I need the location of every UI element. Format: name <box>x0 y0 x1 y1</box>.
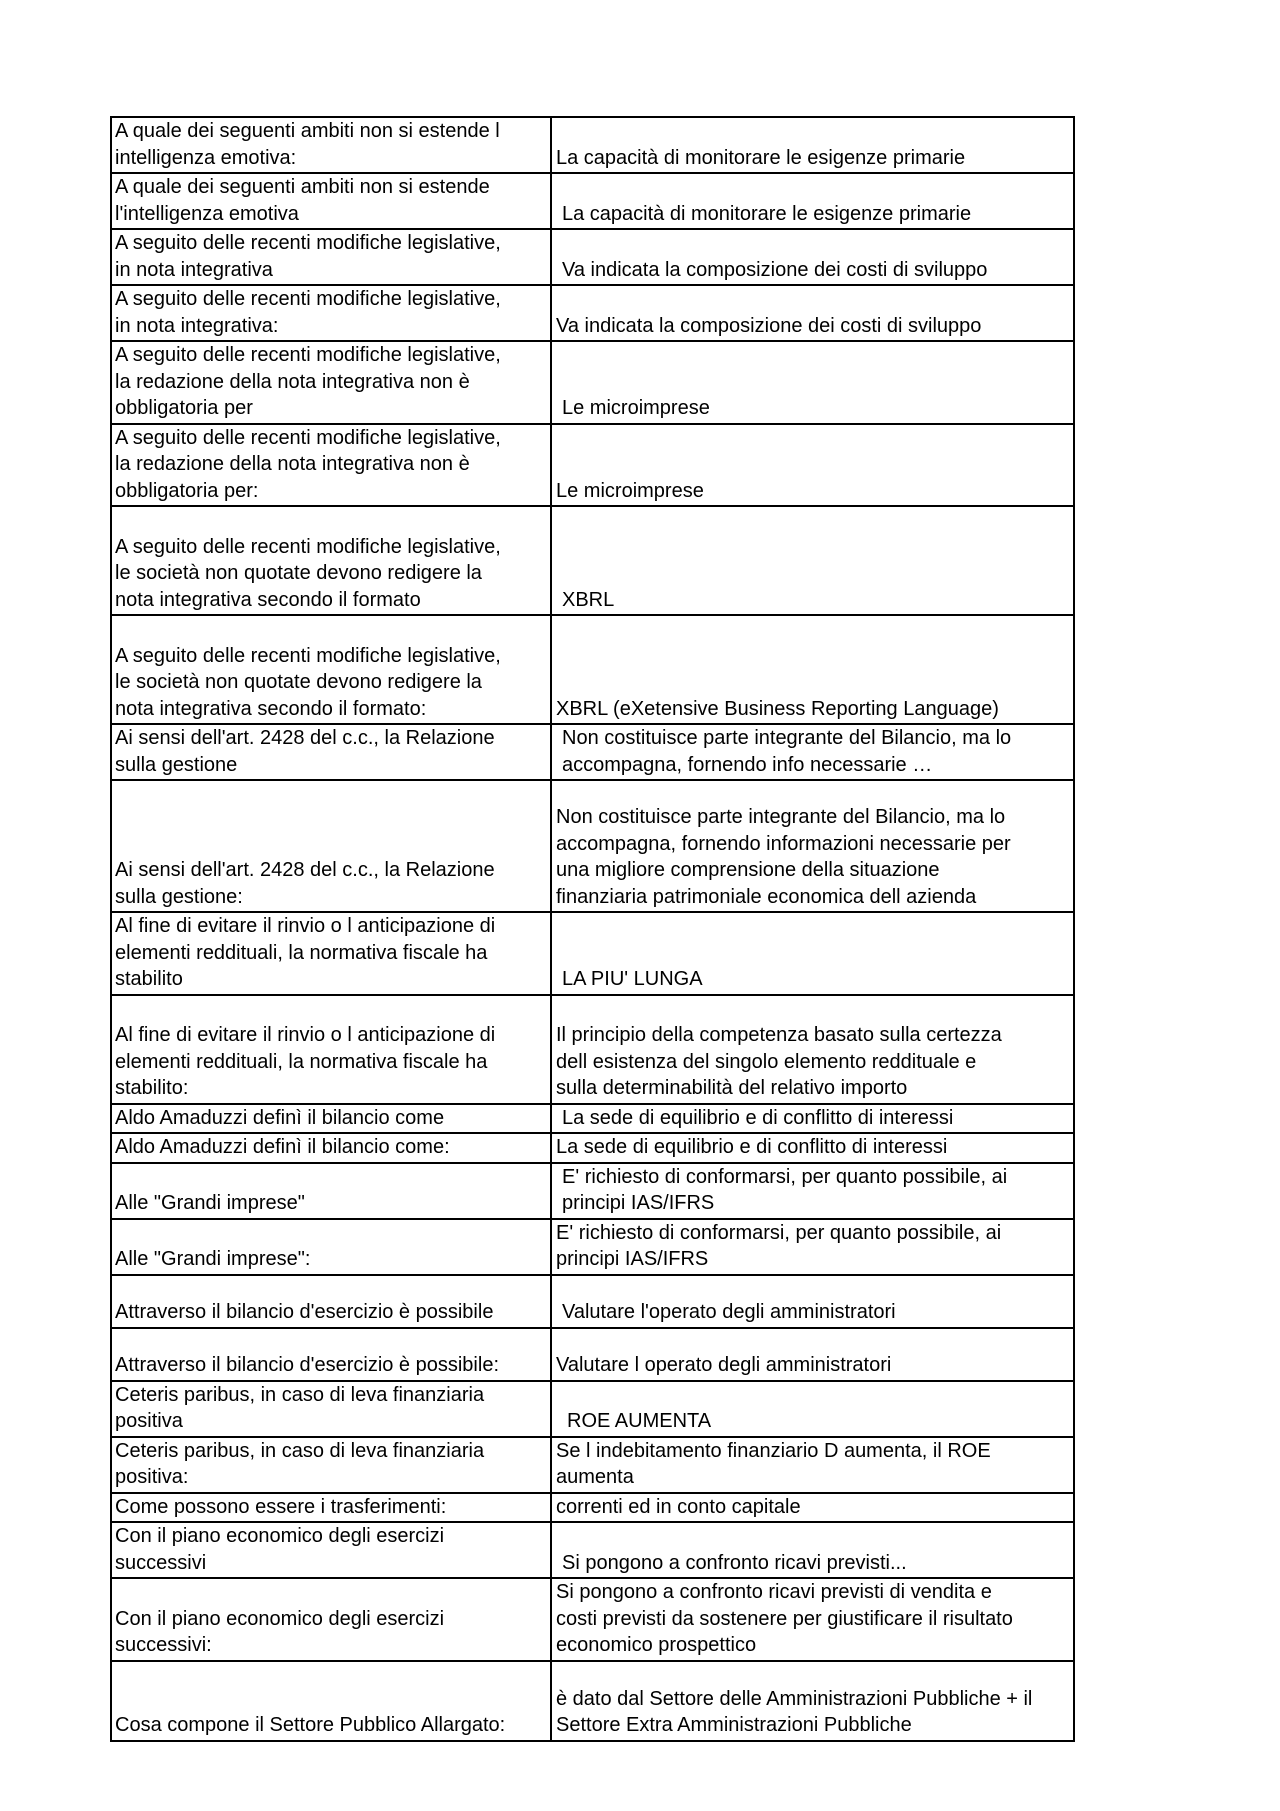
question-cell: Ai sensi dell'art. 2428 del c.c., la Relazione sulla gestione: <box>111 780 551 912</box>
answer-cell: è dato dal Settore delle Amministrazioni Pubbliche + il Settore Extra Amministrazioni Pubbliche <box>551 1661 1074 1741</box>
answer-cell: Valutare l'operato degli amministratori <box>551 1275 1074 1328</box>
answer-cell: Non costituisce parte integrante del Bilancio, ma lo accompagna, fornendo informazioni necessarie per una migliore comprensione della situazione finanziaria patrimoniale economica dell azienda <box>551 780 1074 912</box>
table-row <box>111 1578 1074 1661</box>
question-cell: A quale dei seguenti ambiti non si estende l'intelligenza emotiva <box>111 173 551 229</box>
answer-cell: ROE AUMENTA <box>551 1381 1074 1437</box>
answer-cell: Valutare l operato degli amministratori <box>551 1328 1074 1381</box>
question-cell: Attraverso il bilancio d'esercizio è possibile: <box>111 1328 551 1381</box>
question-cell: Al fine di evitare il rinvio o l anticipazione di elementi reddituali, la normativa fiscale ha stabilito <box>111 912 551 995</box>
table-row <box>111 506 1074 615</box>
table-row <box>111 1163 1074 1219</box>
question-cell: Ai sensi dell'art. 2428 del c.c., la Relazione sulla gestione <box>111 724 551 780</box>
question-cell: Aldo Amaduzzi definì il bilancio come: <box>111 1133 551 1163</box>
question-cell: A seguito delle recenti modifiche legislative, la redazione della nota integrativa non è obbligatoria per <box>111 341 551 424</box>
table-row <box>111 615 1074 724</box>
question-cell: Alle "Grandi imprese" <box>111 1163 551 1219</box>
answer-cell: Si pongono a confronto ricavi previsti... <box>551 1522 1074 1578</box>
answer-cell: Se l indebitamento finanziario D aumenta, il ROE aumenta <box>551 1437 1074 1493</box>
question-cell: Ceteris paribus, in caso di leva finanziaria positiva <box>111 1381 551 1437</box>
answer-cell: Le microimprese <box>551 424 1074 507</box>
question-cell: Con il piano economico degli esercizi successivi: <box>111 1578 551 1661</box>
qa-table-body <box>111 117 1074 1741</box>
table-row <box>111 1328 1074 1381</box>
table-row <box>111 724 1074 780</box>
question-cell: Al fine di evitare il rinvio o l anticipazione di elementi reddituali, la normativa fiscale ha stabilito: <box>111 995 551 1104</box>
answer-cell: La capacità di monitorare le esigenze primarie <box>551 173 1074 229</box>
question-cell: A seguito delle recenti modifiche legislative, la redazione della nota integrativa non è obbligatoria per: <box>111 424 551 507</box>
question-cell: Alle "Grandi imprese": <box>111 1219 551 1275</box>
answer-cell: La sede di equilibrio e di conflitto di interessi <box>551 1133 1074 1163</box>
question-cell: Ceteris paribus, in caso di leva finanziaria positiva: <box>111 1437 551 1493</box>
question-cell: A quale dei seguenti ambiti non si estende l intelligenza emotiva: <box>111 117 551 173</box>
question-cell: Con il piano economico degli esercizi successivi <box>111 1522 551 1578</box>
question-cell: A seguito delle recenti modifiche legislative, le società non quotate devono redigere la nota integrativa secondo il formato: <box>111 615 551 724</box>
question-cell: Attraverso il bilancio d'esercizio è possibile <box>111 1275 551 1328</box>
table-row <box>111 780 1074 912</box>
table-row <box>111 341 1074 424</box>
question-cell: Cosa compone il Settore Pubblico Allargato: <box>111 1661 551 1741</box>
table-row <box>111 1275 1074 1328</box>
table-row <box>111 173 1074 229</box>
question-cell: Aldo Amaduzzi definì il bilancio come <box>111 1104 551 1134</box>
answer-cell: Il principio della competenza basato sulla certezza dell esistenza del singolo elemento reddituale e sulla determinabilità del relativo importo <box>551 995 1074 1104</box>
table-row <box>111 1104 1074 1134</box>
question-cell: Come possono essere i trasferimenti: <box>111 1493 551 1523</box>
table-row <box>111 1493 1074 1523</box>
table-row <box>111 1381 1074 1437</box>
qa-table <box>110 116 1075 1742</box>
table-row <box>111 1437 1074 1493</box>
question-cell: A seguito delle recenti modifiche legislative, le società non quotate devono redigere la nota integrativa secondo il formato <box>111 506 551 615</box>
answer-cell: Va indicata la composizione dei costi di sviluppo <box>551 285 1074 341</box>
answer-cell: correnti ed in conto capitale <box>551 1493 1074 1523</box>
table-row <box>111 424 1074 507</box>
answer-cell: Si pongono a confronto ricavi previsti di vendita e costi previsti da sostenere per giustificare il risultato economico prospettico <box>551 1578 1074 1661</box>
question-cell: A seguito delle recenti modifiche legislative, in nota integrativa <box>111 229 551 285</box>
document-page <box>110 116 1073 1742</box>
answer-cell: Le microimprese <box>551 341 1074 424</box>
answer-cell: Va indicata la composizione dei costi di sviluppo <box>551 229 1074 285</box>
table-row <box>111 1133 1074 1163</box>
answer-cell: E' richiesto di conformarsi, per quanto possibile, ai principi IAS/IFRS <box>551 1219 1074 1275</box>
table-row <box>111 1522 1074 1578</box>
answer-cell: La sede di equilibrio e di conflitto di interessi <box>551 1104 1074 1134</box>
answer-cell: E' richiesto di conformarsi, per quanto possibile, ai principi IAS/IFRS <box>551 1163 1074 1219</box>
table-row <box>111 117 1074 173</box>
table-row <box>111 229 1074 285</box>
table-row <box>111 1661 1074 1741</box>
table-row <box>111 912 1074 995</box>
answer-cell: LA PIU' LUNGA <box>551 912 1074 995</box>
table-row <box>111 995 1074 1104</box>
answer-cell: La capacità di monitorare le esigenze primarie <box>551 117 1074 173</box>
answer-cell: Non costituisce parte integrante del Bilancio, ma lo accompagna, fornendo info necessarie … <box>551 724 1074 780</box>
answer-cell: XBRL (eXetensive Business Reporting Language) <box>551 615 1074 724</box>
table-row <box>111 285 1074 341</box>
answer-cell: XBRL <box>551 506 1074 615</box>
question-cell: A seguito delle recenti modifiche legislative, in nota integrativa: <box>111 285 551 341</box>
table-row <box>111 1219 1074 1275</box>
